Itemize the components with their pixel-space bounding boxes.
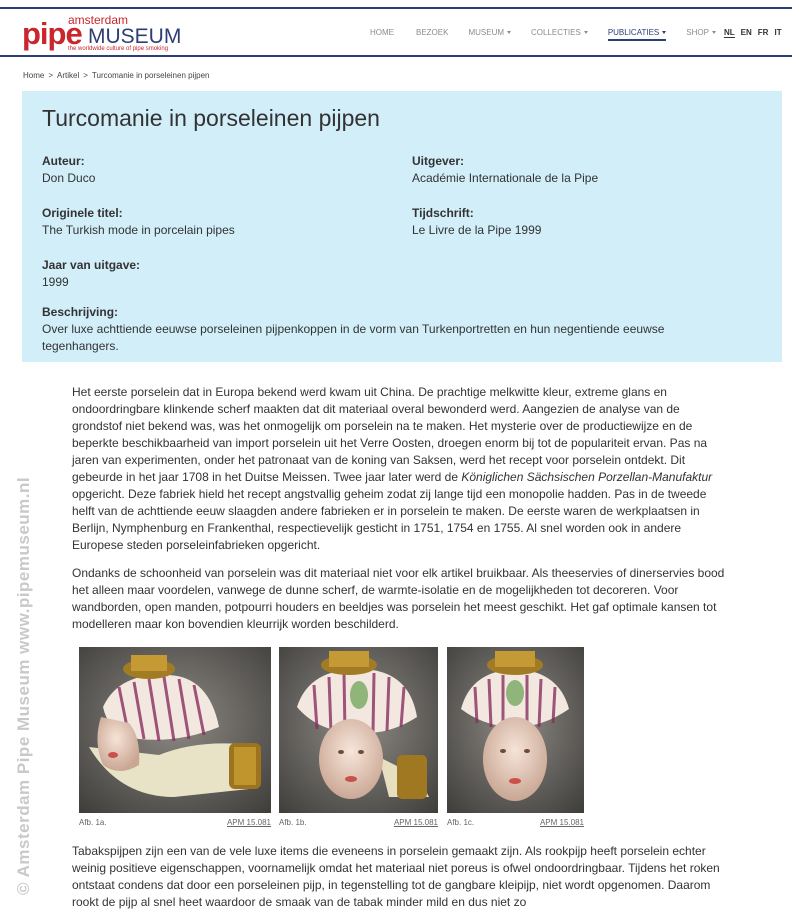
nav-publicaties[interactable] xyxy=(608,28,666,41)
figure-caption-label: Afb. 1a. xyxy=(79,818,107,827)
watermark xyxy=(12,440,34,895)
nav-museum-label: MUSEUM xyxy=(468,28,505,37)
article-p2-text: Ondanks de schoonheid van porselein was dit materiaal niet voor elk artikel bruikbaar. Als theeservies of dinerservies bood het alleen maar voordelen, vanwege de dunne scherf, de warmte-isolatie en de mogelijkheden tot decoreren. Voor wandborden, open manden, potpourri houders en beeldjes was porselein het meest geschikt. Het gaf optimale kansen tot modelleren maar kon bovendien kleurrijk worden beschilderd. xyxy=(72,566,725,631)
journal-value: Le Livre de la Pipe 1999 xyxy=(412,223,542,237)
nav-home[interactable] xyxy=(370,28,394,41)
original-title-value: The Turkish mode in porcelain pipes xyxy=(42,223,235,237)
figure-collection-link[interactable]: APM 15.081 xyxy=(539,818,584,827)
description-field xyxy=(42,304,742,355)
main-nav xyxy=(370,28,716,41)
breadcrumb-current: Turcomanie in porseleinen pijpen xyxy=(91,71,210,80)
nav-shop-label: SHOP xyxy=(686,28,709,37)
article-p1-italic: Königlichen Sächsischen Porzellan-Manufaktur xyxy=(461,470,713,484)
figure-caption xyxy=(79,818,271,827)
journal-field xyxy=(412,205,541,239)
breadcrumb xyxy=(23,71,209,80)
figure-1c xyxy=(447,647,584,827)
chevron-down-icon xyxy=(662,31,666,34)
figure-caption xyxy=(447,818,584,827)
article-p1-text-a: Het eerste porselein dat in Europa bekend werd kwam uit China. De prachtige melkwitte kleur, extreme glans en ondoordringbare klinkende scherf maakten dat dit materiaal overal bewonderd werd. Aangezien de analyse van de grondstof niet bekend was, was het onmogelijk om porselein na te maken. Het mysterie over de productiewijze en de beperkte beschikbaarheid van import porselein uit het Verre Oosten, droegen enorm bij tot de populariteit ervan. Pas na jaren van experimenten, onder het patronaat van de koning van Saksen, werd het recept voor porselein ontdekt. Dit gebeurde in het jaar 1708 in het Duitse Meissen. Twee jaar later werd de xyxy=(72,385,708,484)
nav-home-label: HOME xyxy=(370,28,394,37)
chevron-down-icon xyxy=(507,31,511,34)
logo-museum: MUSEUM xyxy=(88,25,182,48)
site-header xyxy=(0,9,792,57)
figure-caption xyxy=(279,818,438,827)
description-value: Over luxe achttiende eeuwse porseleinen pijpenkoppen in de vorm van Turkenportretten en hun negentiende eeuwse tegenhangers. xyxy=(42,322,665,353)
publisher-field xyxy=(412,153,598,187)
year-value: 1999 xyxy=(42,275,69,289)
page-title: Turcomanie in porseleinen pijpen xyxy=(42,105,380,131)
journal-label: Tijdschrift: xyxy=(412,206,474,220)
logo-tagline: the worldwide culture of pipe smoking xyxy=(68,46,169,52)
nav-collecties-label: COLLECTIES xyxy=(531,28,581,37)
article-p1-text-b: opgericht. Deze fabriek hield het recept angstvallig geheim zodat zij lange tijd een monopolie hadden. Pas in de tweede helft van de achttiende eeuw slaagden andere fabrieken er in porselein te maken. De eerste waren de werkplaatsen in Berlijn, Nymphenburg en Frankenthal, respectievelijk gesticht in 1751, 1754 en 1755. Al snel worden ook in andere Europese steden porseleinfabrieken opgericht. xyxy=(72,487,707,552)
chevron-down-icon xyxy=(712,31,716,34)
chevron-down-icon xyxy=(584,31,588,34)
publisher-value: Académie Internationale de la Pipe xyxy=(412,171,599,185)
lang-fr[interactable]: FR xyxy=(757,28,769,37)
nav-bezoek-label: BEZOEK xyxy=(416,28,449,37)
description-label: Beschrijving: xyxy=(42,305,119,319)
figure-collection-link[interactable]: APM 15.081 xyxy=(393,818,438,827)
logo-pipe: pipe xyxy=(22,16,82,51)
author-field xyxy=(42,153,95,187)
pipe-photo[interactable] xyxy=(279,647,438,813)
lang-en[interactable]: EN xyxy=(740,28,752,37)
article-paragraph-2 xyxy=(72,565,732,633)
breadcrumb-home[interactable]: Home xyxy=(23,71,45,80)
figure-1a xyxy=(79,647,271,827)
breadcrumb-separator: > xyxy=(83,71,88,80)
figure-collection-link[interactable]: APM 15.081 xyxy=(226,818,271,827)
logo-city: amsterdam xyxy=(68,13,129,27)
article-paragraph-3 xyxy=(72,843,732,911)
year-label: Jaar van uitgave: xyxy=(42,258,141,272)
article-paragraph-1 xyxy=(72,384,732,554)
nav-publicaties-label: PUBLICATIES xyxy=(607,28,660,37)
pipe-photo[interactable] xyxy=(79,647,271,813)
nav-bezoek[interactable] xyxy=(416,28,448,41)
author-value: Don Duco xyxy=(42,171,96,185)
nav-shop[interactable] xyxy=(686,28,716,41)
year-field xyxy=(42,257,140,291)
breadcrumb-separator: > xyxy=(48,71,54,80)
site-logo[interactable] xyxy=(22,13,202,57)
nav-museum[interactable] xyxy=(468,28,511,41)
lang-it[interactable]: IT xyxy=(774,28,782,37)
figure-caption-label: Afb. 1b. xyxy=(279,818,307,827)
pipe-photo-image xyxy=(447,647,584,813)
figure-caption-label: Afb. 1c. xyxy=(447,818,475,827)
pipe-photo[interactable] xyxy=(447,647,584,813)
language-switcher xyxy=(724,28,788,38)
article-info-box xyxy=(22,91,782,362)
author-label: Auteur: xyxy=(42,154,85,168)
pipe-photo-image xyxy=(279,647,438,813)
pipe-photo-image xyxy=(79,647,271,813)
watermark-text: © Amsterdam Pipe Museum www.pipemuseum.nl xyxy=(14,476,33,895)
lang-nl[interactable]: NL xyxy=(724,28,735,37)
breadcrumb-artikel[interactable]: Artikel xyxy=(57,71,80,80)
original-title-field xyxy=(42,205,235,239)
original-title-label: Originele titel: xyxy=(42,206,123,220)
publisher-label: Uitgever: xyxy=(412,154,465,168)
nav-collecties[interactable] xyxy=(531,28,588,41)
article-p3-text: Tabakspijpen zijn een van de vele luxe items die eveneens in porselein gemaakt zijn. Als rookpijp heeft porselein echter weinig positieve eigenschappen, voornamelijk omdat het materiaal niet poreus is ofwel ondoordringbaar. Tijdens het roken ontstaat condens dat door een porseleinen pijp, in tegenstelling tot de gangbare kleipijp, niet wordt opgenomen. Daarom rookt de pijp al snel heet waardoor de smaak van de tabak minder mild en dus niet zo xyxy=(72,844,720,909)
figure-1b xyxy=(279,647,438,827)
